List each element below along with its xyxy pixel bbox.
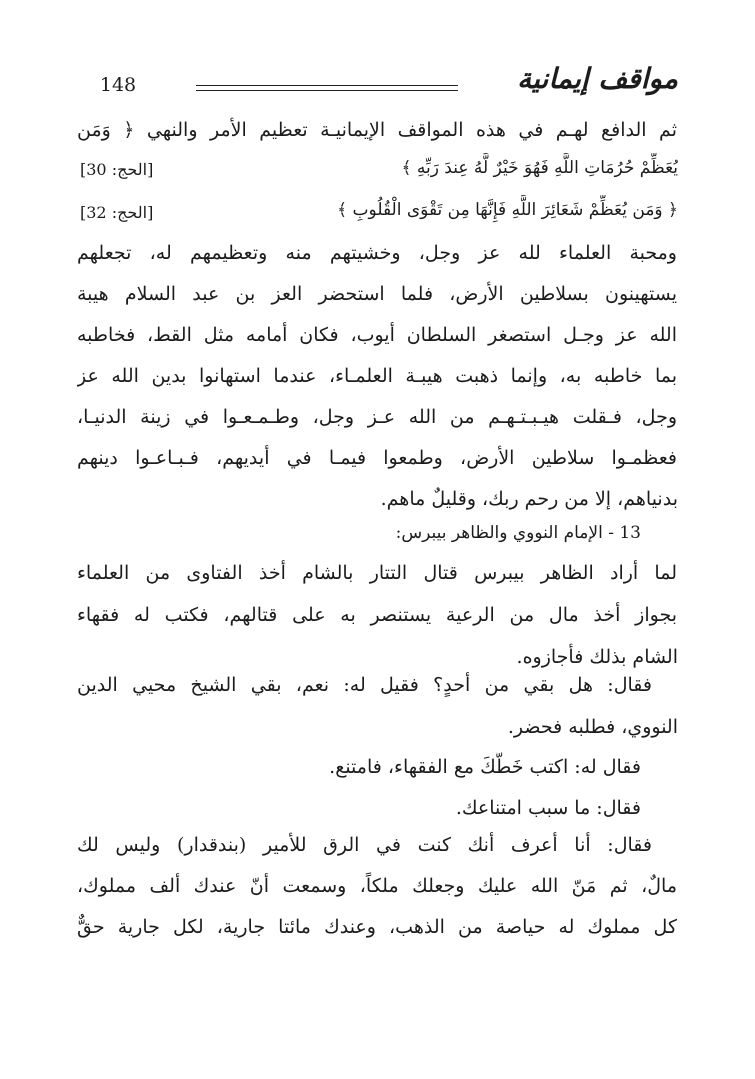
header-rule-right-lower (196, 90, 458, 91)
verse-reference: [الحج: 30] (80, 160, 154, 179)
verse-reference: [الحج: 32] (80, 203, 154, 222)
quran-verse: ﴿ وَمَن يُعَظِّمْ شَعَائِرَ اللَّهِ فَإِنَّهَا مِن تَقْوَى الْقُلُوبِ ﴾ (337, 200, 678, 220)
text-line: كل مملوك له حياصة من الذهب، وعندك مائتا جارية، لكل جارية حقٌّ (77, 916, 677, 938)
text-line: فقال: هل بقي من أحدٍ؟ فقيل له: نعم، بقي الشيخ محيي الدين (77, 674, 652, 696)
section-heading: 13 - الإمام النووي والظاهر بيبرس: (395, 523, 641, 543)
text-line: فقال له: اكتب خَطَّكَ مع الفقهاء، فامتنع. (329, 756, 641, 778)
text-line: مالٌ، ثم مَنّ الله عليك وجعلك ملكاً، وسمعت أنّ عندك ألف مملوك، (77, 875, 677, 897)
book-title: مواقف إيمانية (517, 62, 678, 95)
text-line: بما خاطبه به، وإنما ذهبت هيبـة العلمـاء، عندما استهانوا بدين الله عز (77, 365, 677, 387)
text-line: الله عز وجـل استصغر السلطان أيوب، فكان أمامه مثل القط، فخاطبه (77, 324, 677, 346)
text-line: فقال: ما سبب امتناعك. (455, 797, 641, 819)
text-line: وجل، فـقلت هيـبـتـهـم من الله عـز وجل، وطـمـعـوا في زينة الدنيـا، (77, 406, 677, 428)
text-line: فقال: أنا أعرف أنك كنت في الرق للأمير (بندقدار) وليس لك (77, 834, 652, 856)
header-rule-right (196, 85, 458, 86)
page-number: 148 (99, 74, 137, 96)
text-line: ثم الدافع لهـم في هذه المواقف الإيمانيـة تعظيم الأمر والنهي ﴿ وَمَن (77, 119, 677, 141)
text-line: الشام بذلك فأجازوه. (516, 646, 678, 668)
text-line: النووي، فطلبه فحضر. (507, 716, 678, 738)
page-header (78, 62, 678, 112)
quran-verse: يُعَظِّمْ حُرُمَاتِ اللَّهِ فَهُوَ خَيْرٌ لَّهُ عِندَ رَبِّهِ ﴾ (401, 158, 678, 178)
text-line: فعظمـوا سلاطين الأرض، وطمعوا فيمـا في أيديهم، فـبـاعـوا دينهم (77, 447, 677, 469)
text-line: بجواز أخذ مال من الرعية يستنصر به على قتالهم، فكتب له فقهاء (77, 604, 677, 626)
text-line: ومحبة العلماء لله عز وجل، وخشيتهم منه وتعظيمهم له، تجعلهم (77, 242, 677, 264)
text-line: لما أراد الظاهر بيبرس قتال التتار بالشام أخذ الفتاوى من العلماء (77, 562, 677, 584)
text-line: يستهينون بسلاطين الأرض، فلما استحضر العز بن عبد السلام هيبة (77, 283, 677, 305)
text-line: بدنياهم، إلا من رحم ربك، وقليلٌ ماهم. (380, 488, 678, 510)
